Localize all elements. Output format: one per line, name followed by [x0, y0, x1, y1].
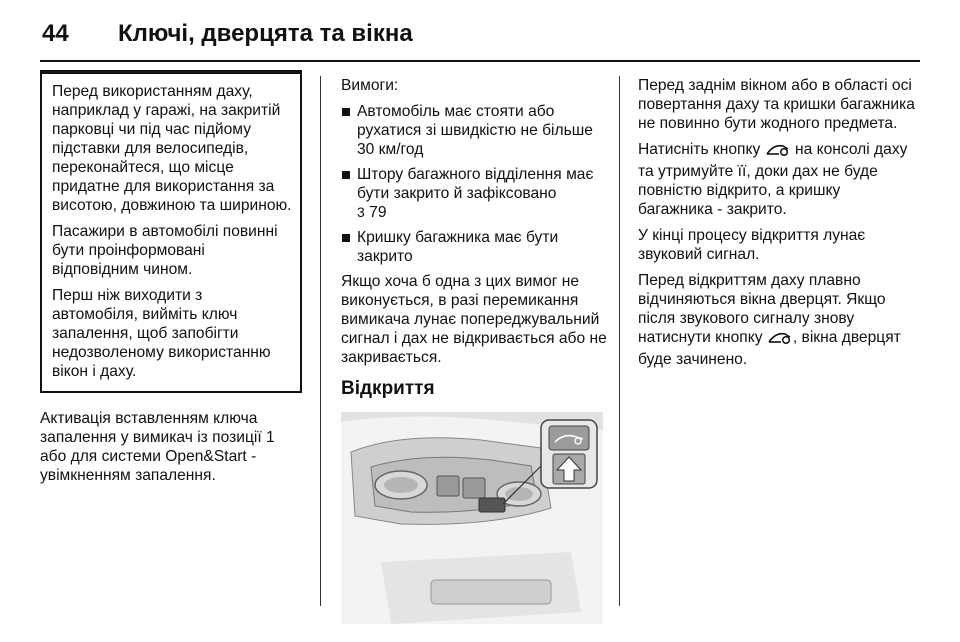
page-title: Ключі, дверцята та вікна	[118, 20, 413, 47]
note-paragraph: Пасажири в автомобілі повинні бути проінформовані відповідним чином.	[52, 223, 278, 278]
page-ref-link[interactable]: 79	[369, 204, 387, 221]
column-right	[638, 76, 918, 376]
warning-signal-paragraph: Якщо хоча б одна з цих вимог не виконується, в разі перемикання вимикача лунає попереджувальний сигнал і дах не відкривається або не закривається.	[341, 273, 607, 366]
column-middle	[341, 76, 611, 624]
activation-paragraph: Активація вставленням ключа запалення у вимикач із позиції 1 або для системи Open&Start - увімкненням запалення.	[40, 410, 275, 484]
windows-paragraph: Перед відкриттям даху плавно відчиняються вікна дверцят. Якщо після звукового сигналу знову натиснути кнопку , вікна дверцят буде зачинено.	[638, 272, 901, 368]
page-number: 44	[42, 20, 69, 47]
roof-console-icon	[341, 412, 603, 624]
header-rule	[40, 60, 920, 62]
roof-open-button-icon	[765, 143, 791, 162]
warning-note	[40, 70, 302, 393]
requirements-intro: Вимоги:	[341, 77, 399, 94]
signal-paragraph: У кінці процесу відкриття лунає звуковий сигнал.	[638, 227, 866, 263]
column-divider	[320, 76, 321, 606]
clearance-paragraph: Перед заднім вікном або в області осі повертання даху та кришки багажника не повинно бути жодного предмета.	[638, 77, 915, 132]
note-paragraph: Перш ніж виходити з автомобіля, вийміть ключ запалення, щоб запобігти недозволеному використанню вікон і даху.	[52, 287, 271, 380]
section-title: Відкриття	[341, 378, 435, 399]
list-item: Автомобіль має стояти або рухатися зі швидкістю не більше 30 км/год	[341, 102, 611, 159]
open-instruction-paragraph: Натисніть кнопку на консолі даху та утримуйте її, доки дах не буде повністю відкрито, а кришку багажника - закрито.	[638, 141, 908, 218]
list-item: Кришку багажника має бути закрито	[341, 228, 611, 266]
page-header	[40, 14, 920, 54]
note-paragraph: Перед використанням даху, наприклад у гаражі, на закритій парковці чи під час підйому підставки для велосипедів, переконайтеся, що місце придатне для використання за висотою, довжиною та шириною.	[52, 83, 292, 214]
column-left	[40, 70, 302, 492]
roof-open-button-icon	[767, 331, 793, 350]
page-ref-arrow: 3	[357, 204, 365, 220]
column-divider	[619, 76, 620, 606]
roof-console-illustration	[341, 412, 603, 624]
list-item: Штору багажного відділення має бути закрито й зафіксовано 3 79	[341, 165, 611, 222]
requirements-list	[341, 102, 611, 266]
